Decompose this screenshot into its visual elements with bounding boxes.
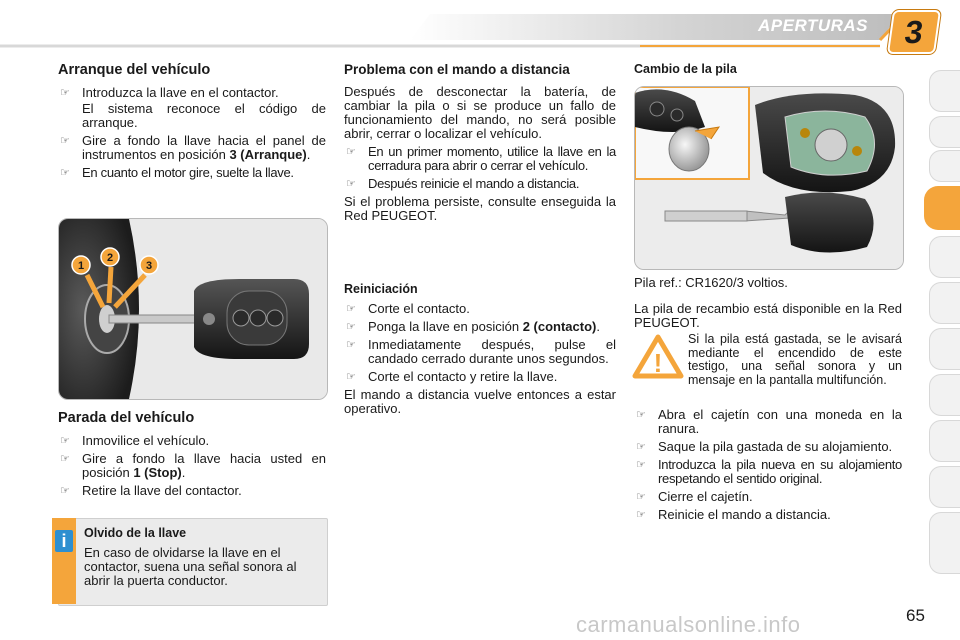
position-label-1: 1 (77, 260, 85, 272)
chapter-number-badge: 3 (887, 10, 941, 54)
side-tab-8[interactable] (929, 374, 960, 416)
list-item: ☞ Abra el cajetín con una moneda en la ranura. (636, 407, 902, 436)
pointing-hand-icon: ☞ (346, 321, 356, 333)
pointing-hand-icon: ☞ (636, 491, 646, 503)
pointing-hand-icon: ☞ (636, 459, 646, 471)
side-tab-9[interactable] (929, 420, 960, 462)
side-tab-3[interactable] (929, 150, 960, 182)
pointing-hand-icon: ☞ (60, 87, 70, 99)
info-icon: i (55, 530, 73, 552)
list-item: ☞ En cuanto el motor gire, suelte la llave. (60, 165, 294, 180)
warning-glyph: ! (653, 348, 663, 378)
column-reset (344, 282, 616, 416)
list-item: ☞ Introduzca la llave en el contactor. (60, 85, 279, 100)
list-item: ☞ Retire la llave del contactor. (60, 483, 242, 498)
list-item: ☞ Introduzca la pila nueva en su alojamiento respetando el sentido original. (636, 457, 902, 486)
paragraph-intro: Después de desconectar la batería, de cambiar la pila o si se produce un fallo de funcionamiento del mando, no será posible abrir, cerrar o localizar el vehículo. (344, 84, 616, 141)
position-label-3: 3 (145, 260, 153, 272)
pointing-hand-icon: ☞ (60, 485, 70, 497)
ignition-key-illustration (59, 219, 327, 399)
list-item: ☞ Saque la pila gastada de su alojamiento. (636, 439, 893, 454)
side-tab-active[interactable] (924, 186, 960, 230)
page-number: 65 (906, 606, 925, 625)
pointing-hand-icon: ☞ (346, 146, 356, 158)
pointing-hand-icon: ☞ (636, 441, 646, 453)
watermark: carmanualsonline.info (576, 612, 801, 637)
battery-change-figure (634, 86, 904, 270)
list-item: ☞ Reinicie el mando a distancia. (636, 507, 831, 522)
warning-note (688, 333, 902, 387)
section-heading-stop: Parada del vehículo (58, 410, 195, 426)
side-tab-10[interactable] (929, 466, 960, 508)
battery-reference: Pila ref.: CR1620/3 voltios. (634, 275, 788, 290)
list-item: ☞ Inmediatamente después, pulse el candado cerrado durante unos segundos. (346, 337, 616, 366)
position-label-2: 2 (106, 252, 114, 264)
pointing-hand-icon: ☞ (636, 409, 646, 421)
chapter-title: APERTURAS (758, 16, 868, 35)
pointing-hand-icon: ☞ (346, 339, 356, 351)
pointing-hand-icon: ☞ (346, 303, 356, 315)
list-item: ☞ En un primer momento, utilice la llave en la cerradura para abrir o cerrar el vehículo. (346, 144, 616, 173)
pointing-hand-icon: ☞ (636, 509, 646, 521)
battery-steps (634, 408, 902, 522)
side-tab-5[interactable] (929, 236, 960, 278)
pointing-hand-icon: ☞ (60, 435, 70, 447)
ignition-key-figure (58, 218, 328, 400)
column-stop (58, 410, 326, 498)
list-item: ☞ Inmovilice el vehículo. (60, 433, 210, 448)
paragraph-closing: El mando a distancia vuelve entonces a estar operativo. (344, 387, 616, 416)
list-item-continuation: El sistema reconoce el código de arranque. (82, 101, 326, 130)
list-item: ☞ Gire a fondo la llave hacia usted en posición 1 (Stop). (60, 451, 326, 480)
section-heading-reset: Reiniciación (344, 282, 418, 296)
side-tab-7[interactable] (929, 328, 960, 370)
pointing-hand-icon: ☞ (60, 167, 70, 179)
section-heading-remote-problem: Problema con el mando a distancia (344, 62, 570, 77)
warning-text: Si la pila está gastada, se le avisará mediante el encendido de este testigo, una señal sonora y un mensaje en la pantalla multifunción. (688, 332, 902, 387)
info-content (84, 526, 320, 588)
list-item: ☞ Cierre el cajetín. (636, 489, 753, 504)
section-heading-battery: Cambio de la pila (634, 62, 737, 76)
battery-change-illustration (635, 87, 903, 269)
column-battery (634, 62, 902, 76)
list-item: ☞ Ponga la llave en posición 2 (contacto). (346, 319, 600, 334)
warning-triangle-icon (632, 334, 684, 380)
column-start (58, 62, 326, 180)
info-title: Olvido de la llave (84, 526, 187, 540)
side-tab-11[interactable] (929, 512, 960, 574)
column-remote-problem (344, 62, 616, 223)
paragraph-outro: Si el problema persiste, consulte enseguida la Red PEUGEOT. (344, 194, 616, 223)
list-item: ☞ Corte el contacto y retire la llave. (346, 369, 558, 384)
side-tab-6[interactable] (929, 282, 960, 324)
battery-info (634, 276, 902, 330)
list-item: ☞ Gire a fondo la llave hacia el panel de instrumentos en posición 3 (Arranque). (60, 133, 326, 162)
battery-availability: La pila de recambio está disponible en la Red PEUGEOT. (634, 301, 902, 330)
pointing-hand-icon: ☞ (346, 371, 356, 383)
side-tab-1[interactable] (929, 70, 960, 112)
pointing-hand-icon: ☞ (60, 135, 70, 147)
section-heading-start: Arranque del vehículo (58, 62, 211, 78)
info-text: En caso de olvidarse la llave en el contactor, suena una señal sonora al abrir la puerta conductor. (84, 545, 297, 588)
list-item: ☞ Después reinicie el mando a distancia. (346, 176, 580, 191)
side-tab-2[interactable] (929, 116, 960, 148)
pointing-hand-icon: ☞ (60, 453, 70, 465)
list-item: ☞ Corte el contacto. (346, 301, 470, 316)
pointing-hand-icon: ☞ (346, 178, 356, 190)
